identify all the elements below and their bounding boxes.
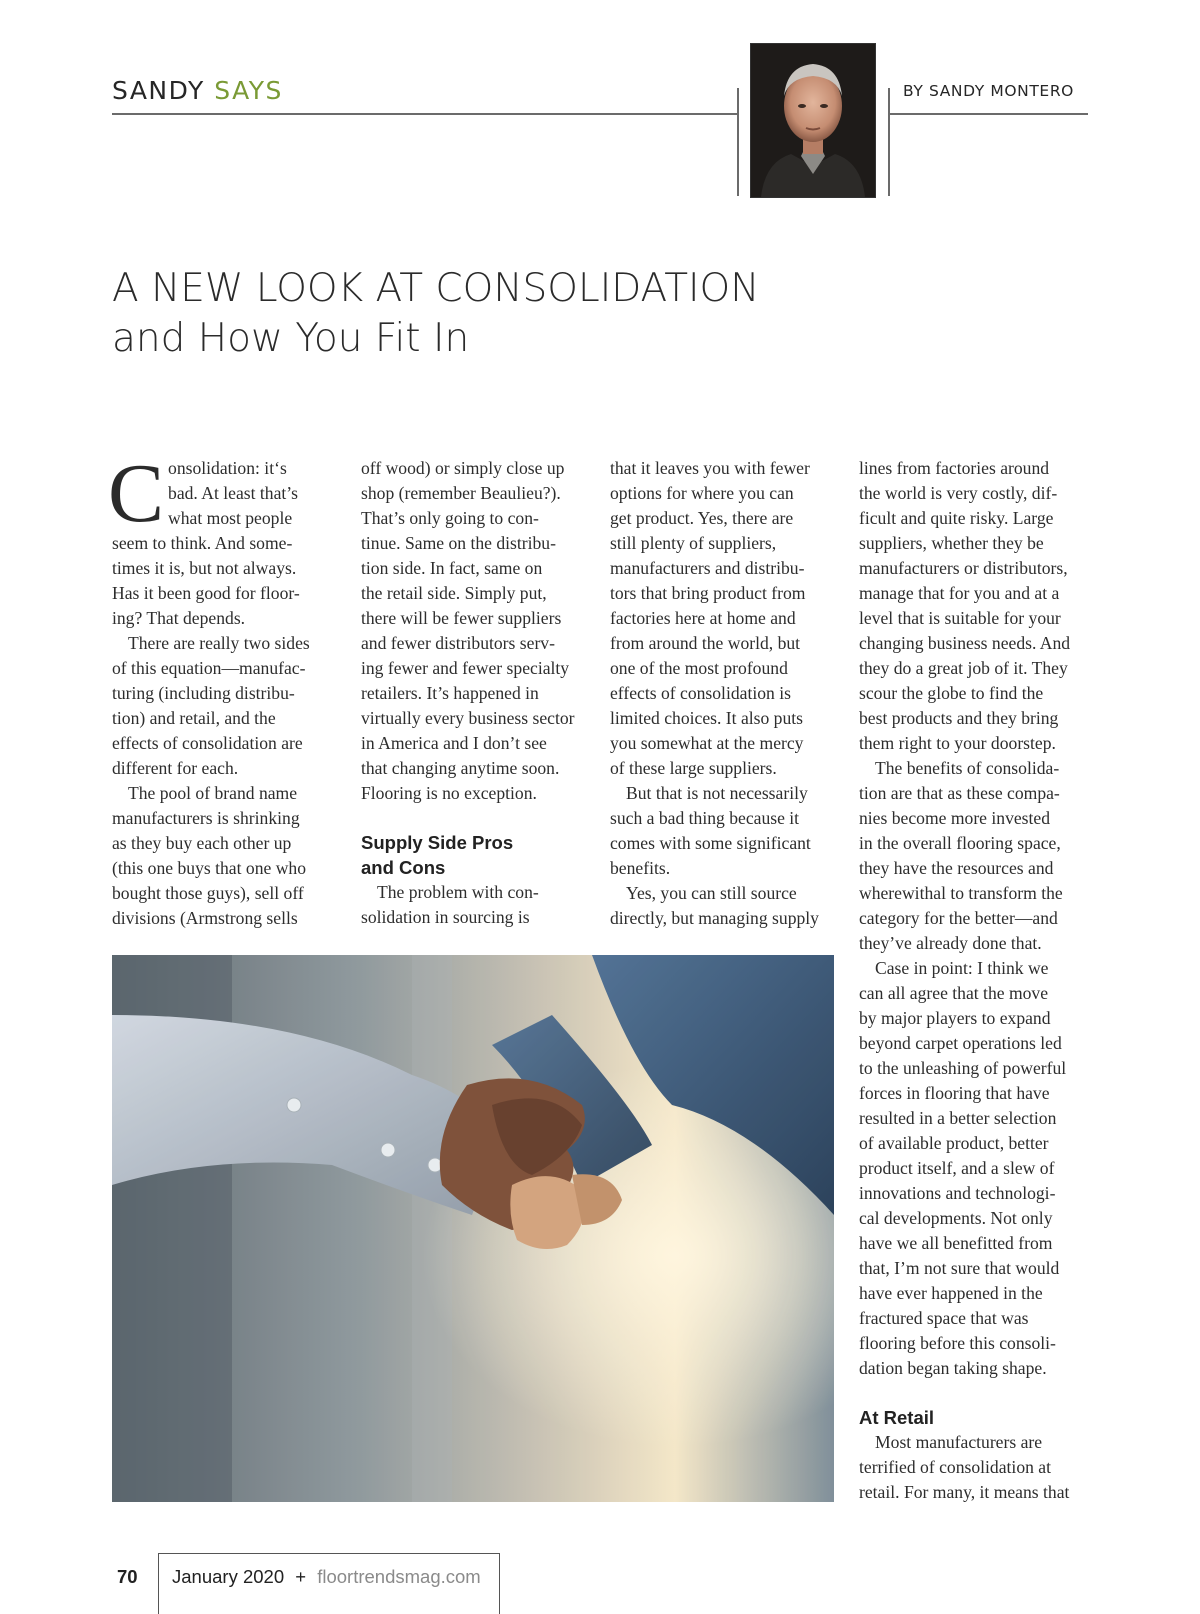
text-line: shop (remember Beaulieu?). <box>361 483 561 503</box>
text-line: effects of consolidation are <box>112 733 303 753</box>
website-link[interactable]: floortrendsmag.com <box>317 1566 481 1587</box>
text-line: tion side. In fact, same on <box>361 558 543 578</box>
text-line: by major players to expand <box>859 1008 1051 1028</box>
paragraph <box>361 880 583 930</box>
text-line: seem to think. And some- <box>112 533 293 553</box>
text-line: scour the globe to find the <box>859 683 1044 703</box>
text-line: Yes, you can still source <box>626 883 797 903</box>
column-title <box>112 76 283 105</box>
text-line: that changing anytime soon. <box>361 758 560 778</box>
text-line: tinue. Same on the distribu- <box>361 533 556 553</box>
subhead-line: and Cons <box>361 857 446 878</box>
text-line: off wood) or simply close up <box>361 458 565 478</box>
text-line: in the overall flooring space, <box>859 833 1061 853</box>
text-line: tors that bring product from <box>610 583 806 603</box>
body-column-1 <box>108 447 334 931</box>
text-line: you somewhat at the mercy <box>610 733 804 753</box>
text-line: benefits. <box>610 858 671 878</box>
text-line: tion) and retail, and the <box>112 708 276 728</box>
paragraph <box>610 456 832 781</box>
text-line: bad. At least that’s <box>168 483 299 503</box>
text-line: manufacturers or distributors, <box>859 558 1068 578</box>
footer-separator: + <box>295 1566 307 1587</box>
paragraph <box>610 781 832 881</box>
text-line: they’ve already done that. <box>859 933 1042 953</box>
text-line: one of the most profound <box>610 658 788 678</box>
text-line: have we all benefitted from <box>859 1233 1053 1253</box>
subhead-line: Supply Side Pros <box>361 832 514 853</box>
text-line: The benefits of consolida- <box>875 758 1060 778</box>
text-line: retail. For many, it means that <box>859 1482 1070 1502</box>
column-title-part1: SANDY <box>112 76 215 105</box>
text-line: they do a great job of it. They <box>859 658 1068 678</box>
text-line: virtually every business sector <box>361 708 575 728</box>
text-line: onsolidation: it‘s <box>168 458 287 478</box>
text-line: terrified of consolidation at <box>859 1457 1052 1477</box>
text-line: flooring before this consoli- <box>859 1333 1056 1353</box>
text-line: and fewer distributors serv- <box>361 633 555 653</box>
drop-cap: C <box>108 447 165 540</box>
text-line: ing? That depends. <box>112 608 246 628</box>
subhead-supply-side <box>361 830 583 880</box>
paragraph <box>361 456 583 806</box>
byline: BY SANDY MONTERO <box>903 82 1074 100</box>
photo-frame-left <box>737 88 739 196</box>
text-line: comes with some significant <box>610 833 811 853</box>
text-line: them right to your doorstep. <box>859 733 1056 753</box>
text-line: ficult and quite risky. Large <box>859 508 1054 528</box>
text-line: lines from factories around <box>859 458 1050 478</box>
text-line: forces in flooring that have <box>859 1083 1050 1103</box>
text-line: they have the resources and <box>859 858 1054 878</box>
text-line: get product. Yes, there are <box>610 508 794 528</box>
text-line: dation began taking shape. <box>859 1358 1047 1378</box>
text-line: nies become more invested <box>859 808 1051 828</box>
column-title-part2: SAYS <box>214 76 283 105</box>
article-headline <box>112 264 759 364</box>
text-line: Has it been good for floor- <box>112 583 300 603</box>
text-line: But that is not necessarily <box>626 783 808 803</box>
text-line: times it is, but not always. <box>112 558 297 578</box>
handshake-photo <box>112 955 834 1502</box>
text-line: (this one buys that one who <box>112 858 306 878</box>
text-line: changing business needs. And <box>859 633 1071 653</box>
text-line: of this equation—manufac- <box>112 658 306 678</box>
text-line: of available product, better <box>859 1133 1049 1153</box>
text-line: what most people <box>168 508 293 528</box>
body-column-2 <box>361 456 583 930</box>
text-line: Case in point: I think we <box>875 958 1049 978</box>
body-column-3 <box>610 456 832 931</box>
text-line: have ever happened in the <box>859 1283 1043 1303</box>
text-line: that it leaves you with fewer <box>610 458 810 478</box>
text-line: such a bad thing because it <box>610 808 800 828</box>
text-line: Most manufacturers are <box>875 1432 1043 1452</box>
text-line: best products and they bring <box>859 708 1059 728</box>
photo-frame-right <box>888 88 890 196</box>
issue-date: January 2020 <box>172 1566 285 1587</box>
header-rule-left <box>112 113 737 115</box>
paragraph <box>859 956 1081 1381</box>
text-line: There are really two sides <box>128 633 310 653</box>
text-line: effects of consolidation is <box>610 683 791 703</box>
text-line: manufacturers and distribu- <box>610 558 805 578</box>
text-line: still plenty of suppliers, <box>610 533 777 553</box>
headline-line-1: A NEW LOOK AT CONSOLIDATION <box>112 266 760 311</box>
text-line: solidation in sourcing is <box>361 907 530 927</box>
footer-text <box>172 1566 481 1588</box>
text-line: limited choices. It also puts <box>610 708 804 728</box>
text-line: category for the better—and <box>859 908 1058 928</box>
text-line: resulted in a better selection <box>859 1108 1057 1128</box>
paragraph <box>859 1430 1081 1505</box>
text-line: different for each. <box>112 758 239 778</box>
body-column-4 <box>859 456 1081 1505</box>
text-line: manufacturers is shrinking <box>112 808 300 828</box>
text-line: that, I’m not sure that would <box>859 1258 1060 1278</box>
text-line: as they buy each other up <box>112 833 292 853</box>
paragraph <box>859 756 1081 956</box>
subhead-at-retail: At Retail <box>859 1407 935 1428</box>
text-line: to the unleashing of powerful <box>859 1058 1067 1078</box>
text-line: suppliers, whether they be <box>859 533 1044 553</box>
text-line: of these large suppliers. <box>610 758 777 778</box>
text-line: there will be fewer suppliers <box>361 608 562 628</box>
text-line: factories here at home and <box>610 608 796 628</box>
text-line: the retail side. Simply put, <box>361 583 547 603</box>
paragraph <box>859 456 1081 756</box>
text-line: the world is very costly, dif- <box>859 483 1058 503</box>
text-line: product itself, and a slew of <box>859 1158 1055 1178</box>
text-line: turing (including distribu- <box>112 683 295 703</box>
text-line: manage that for you and at a <box>859 583 1060 603</box>
text-line: fractured space that was <box>859 1308 1029 1328</box>
text-line: Flooring is no exception. <box>361 783 537 803</box>
paragraph <box>108 447 334 631</box>
text-line: level that is suitable for your <box>859 608 1061 628</box>
text-line: cal developments. Not only <box>859 1208 1053 1228</box>
text-line: can all agree that the move <box>859 983 1049 1003</box>
text-line: from around the world, but <box>610 633 801 653</box>
text-line: ing fewer and fewer specialty <box>361 658 570 678</box>
paragraph <box>610 881 832 931</box>
text-line: bought those guys), sell off <box>112 883 304 903</box>
text-line: options for where you can <box>610 483 794 503</box>
header-rule-right <box>888 113 1088 115</box>
text-line: wherewithal to transform the <box>859 883 1063 903</box>
author-photo <box>750 43 876 198</box>
text-line: divisions (Armstrong sells <box>112 908 298 928</box>
text-line: in America and I don’t see <box>361 733 547 753</box>
text-line: The pool of brand name <box>128 783 298 803</box>
page-number: 70 <box>117 1566 138 1587</box>
text-line: beyond carpet operations led <box>859 1033 1062 1053</box>
text-line: tion are that as these compa- <box>859 783 1060 803</box>
headline-line-2: and How You Fit In <box>112 316 470 361</box>
text-line: retailers. It’s happened in <box>361 683 539 703</box>
text-line: innovations and technologi- <box>859 1183 1056 1203</box>
paragraph <box>112 631 334 781</box>
text-line: The problem with con- <box>377 882 539 902</box>
text-line: directly, but managing supply <box>610 908 819 928</box>
paragraph <box>112 781 334 931</box>
text-line: That’s only going to con- <box>361 508 539 528</box>
